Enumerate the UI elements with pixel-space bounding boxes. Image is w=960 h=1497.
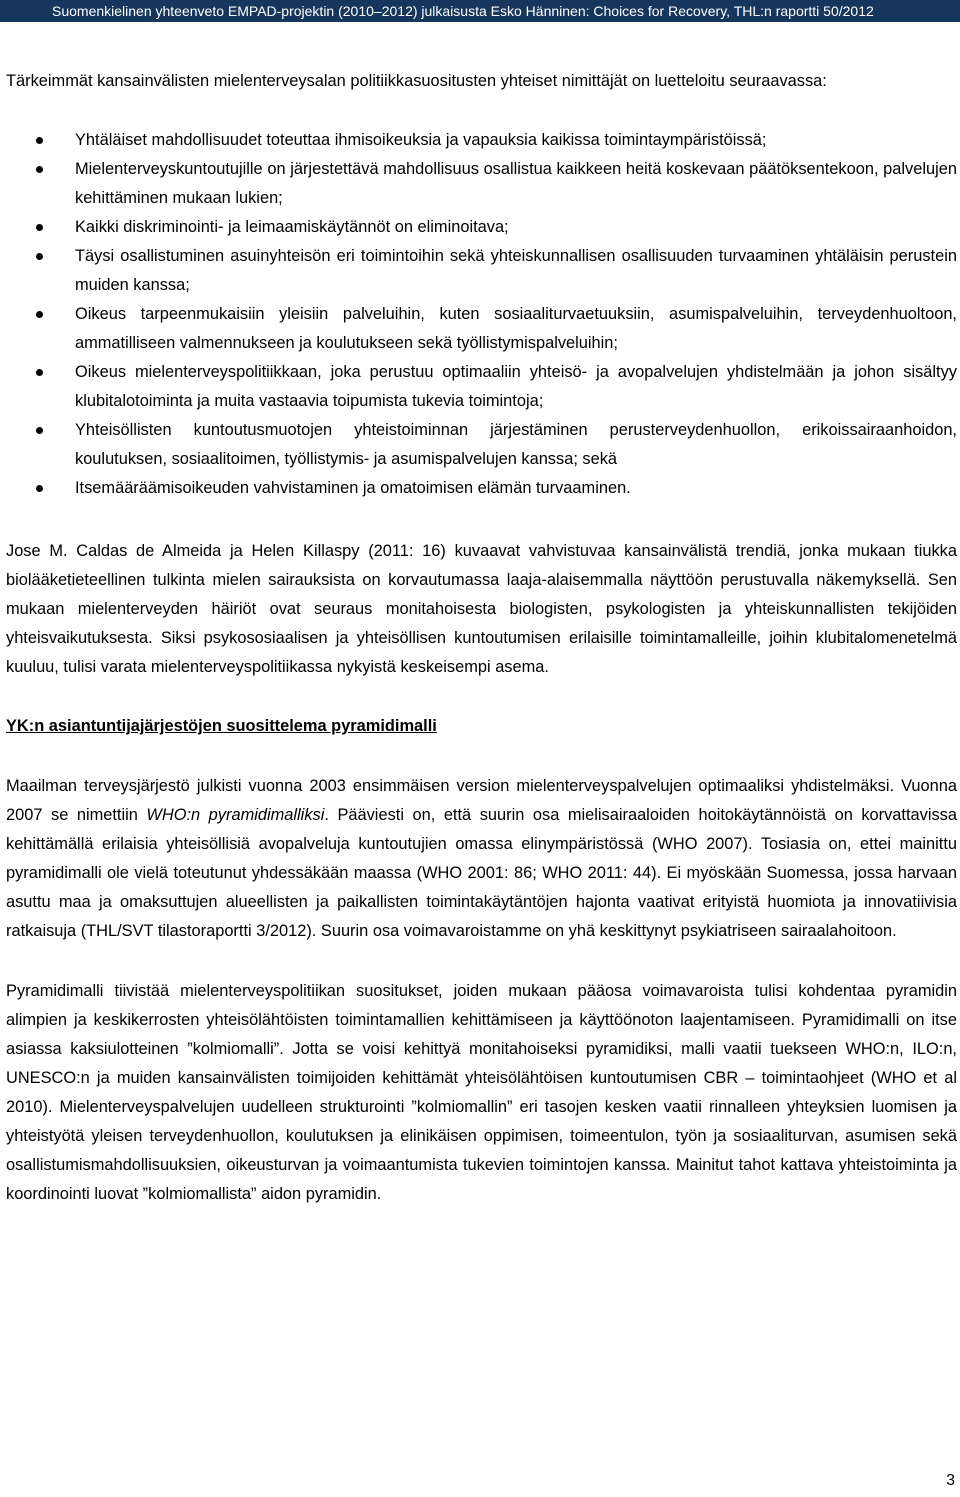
bullet-dot-icon <box>36 369 43 376</box>
list-item <box>6 126 957 155</box>
list-item <box>6 358 957 416</box>
list-item <box>6 474 957 503</box>
who-paragraph <box>6 772 957 946</box>
list-item <box>6 213 957 242</box>
recommendations-list <box>6 126 957 503</box>
list-item-text: Mielenterveyskuntoutujille on järjestettävä mahdollisuus osallistua kaikkeen heitä koskevaan päätöksentekoon, palvelujen kehittäminen mukaan lukien; <box>75 160 957 207</box>
bullet-dot-icon <box>36 137 43 144</box>
intro-paragraph: Tärkeimmät kansainvälisten mielenterveysalan politiikkasuositusten yhteiset nimittäjät on luetteloitu seuraavassa: <box>6 72 827 90</box>
running-header <box>0 0 960 22</box>
list-item-text: Kaikki diskriminointi- ja leimaamiskäytännöt on eliminoitava; <box>75 218 509 236</box>
list-item-text: Täysi osallistuminen asuinyhteisön eri toimintoihin sekä yhteiskunnallisen osallisuuden turvaaminen yhtäläisin perustein muiden kanssa; <box>75 247 957 294</box>
who-paragraph-text-end: . Pääviesti on, että suurin osa mielisairaaloiden hoitokäytännöistä on korvattavissa kehittämällä erilaisia yhteisöllisiä avopalveluja kuntoutujien omassa elinympäristössä (WHO 2007). Tosiasia on, ettei mainittu pyramidimalli ole vielä toteutunut yhdessäkään maassa (WHO 2001: 86; WHO 2011: 44). Ei myöskään Suomessa, jossa harvaan asuttu maa ja omaksuttujen alueellisten ja paikallisten toimintakäytäntöjen hajonta vaativat erityistä huomiota ja innovatiivisia ratkaisuja (THL/SVT tilastoraportti 3/2012). Suurin osa voimavaroistamme on yhä keskittynyt psykiatriseen sairaalahoitoon. <box>6 806 957 940</box>
who-pyramid-model-term: WHO:n pyramidimalliksi <box>146 806 325 824</box>
list-item <box>6 242 957 300</box>
pyramid-paragraph: Pyramidimalli tiivistää mielenterveyspolitiikan suositukset, joiden mukaan pääosa voimavaroista tulisi kohdentaa pyramidin alimpien ja keskikerrosten yhteisölähtöisten toimintamallien kehittämiseen ja käyttöönoton laajentamiseen. Pyramidimalli on itse asiassa kaksiulotteinen ”kolmiomalli”. Jotta se voisi kehittyä monitahoiseksi pyramidiksi, malli vaatii tuekseen WHO:n, ILO:n, UNESCO:n ja muiden kansainvälisten toimijoiden kehittämät yhteisölähtöisen kuntoutumisen CBR – toimintaohjeet (WHO et al 2010). Mielenterveyspalvelujen uudelleen strukturointi ”kolmiomallin” eri tasojen kesken vaatii rinnalleen yhteyksien luomisen ja yhteistyötä yleisen terveydenhuollon, koulutuksen ja elinikäisen oppimisen, toimeentulon, työn ja sosiaaliturvan, asumisen sekä osallistumismahdollisuuksien, oikeusturvan ja voimaantumista tukevien toimintojen kanssa. Mainitut tahot kattava yhteistoiminta ja koordinointi luovat ”kolmiomallista” aidon pyramidin. <box>6 982 957 1203</box>
caldas-paragraph: Jose M. Caldas de Almeida ja Helen Killaspy (2011: 16) kuvaavat vahvistuvaa kansainvälistä trendiä, jonka mukaan tiukka biolääketieteellinen tulkinta mielen sairauksista on korvautumassa laaja-alaisemmalla näyttöön perustuvalla näkemyksellä. Sen mukaan mielenterveyden häiriöt ovat seuraus monitahoisesta biologisten, psykologisten ja yhteiskunnallisten tekijöiden yhteisvaikutuksesta. Siksi psykososiaalisen ja yhteisöllisen kuntoutumisen erilaisille toimintamalleille, joihin klubitalomenetelmä kuuluu, tulisi varata mielenterveyspolitiikassa nykyistä keskeisempi asema. <box>6 542 957 676</box>
running-header-title: Suomenkielinen yhteenveto EMPAD-projektin (2010–2012) julkaisusta Esko Hänninen: Choices for Recovery, THL:n raportti 50/2012 <box>52 3 874 19</box>
bullet-dot-icon <box>36 253 43 260</box>
bullet-dot-icon <box>36 224 43 231</box>
list-item <box>6 300 957 358</box>
list-item-text: Oikeus tarpeenmukaisiin yleisiin palveluihin, kuten sosiaaliturvaetuuksiin, asumispalveluihin, terveydenhuoltoon, ammatilliseen valmennukseen ja koulutukseen sekä työllistymispalveluihin; <box>75 305 957 352</box>
bullet-dot-icon <box>36 166 43 173</box>
bullet-dot-icon <box>36 427 43 434</box>
bullet-dot-icon <box>36 311 43 318</box>
list-item <box>6 416 957 474</box>
section-heading: YK:n asiantuntijajärjestöjen suosittelema pyramidimalli <box>6 717 437 735</box>
who-paragraph-text-start: Maailman terveysjärjestö julkisti vuonna 2003 ensimmäisen version mielenterveyspalvelujen optimaaliksi yhdistelmäksi. Vuonna 2007 se nimettiin <box>6 777 957 824</box>
list-item-text: Yhteisöllisten kuntoutusmuotojen yhteistoiminnan järjestäminen perusterveydenhuollon, erikoissairaanhoidon, koulutuksen, sosiaalitoimen, työllistymis- ja asumispalvelujen kanssa; sekä <box>75 421 957 468</box>
list-item-text: Itsemääräämisoikeuden vahvistaminen ja omatoimisen elämän turvaaminen. <box>75 479 631 497</box>
page-body <box>6 67 957 1209</box>
bullet-dot-icon <box>36 485 43 492</box>
list-item-text: Yhtäläiset mahdollisuudet toteuttaa ihmisoikeuksia ja vapauksia kaikissa toimintaympäristöissä; <box>75 131 767 149</box>
page-number: 3 <box>946 1472 955 1489</box>
list-item <box>6 155 957 213</box>
list-item-text: Oikeus mielenterveyspolitiikkaan, joka perustuu optimaaliin yhteisö- ja avopalvelujen yhdistelmään ja johon sisältyy klubitalotoiminta ja muita vastaavia toipumista tukevia toimintoja; <box>75 363 957 410</box>
